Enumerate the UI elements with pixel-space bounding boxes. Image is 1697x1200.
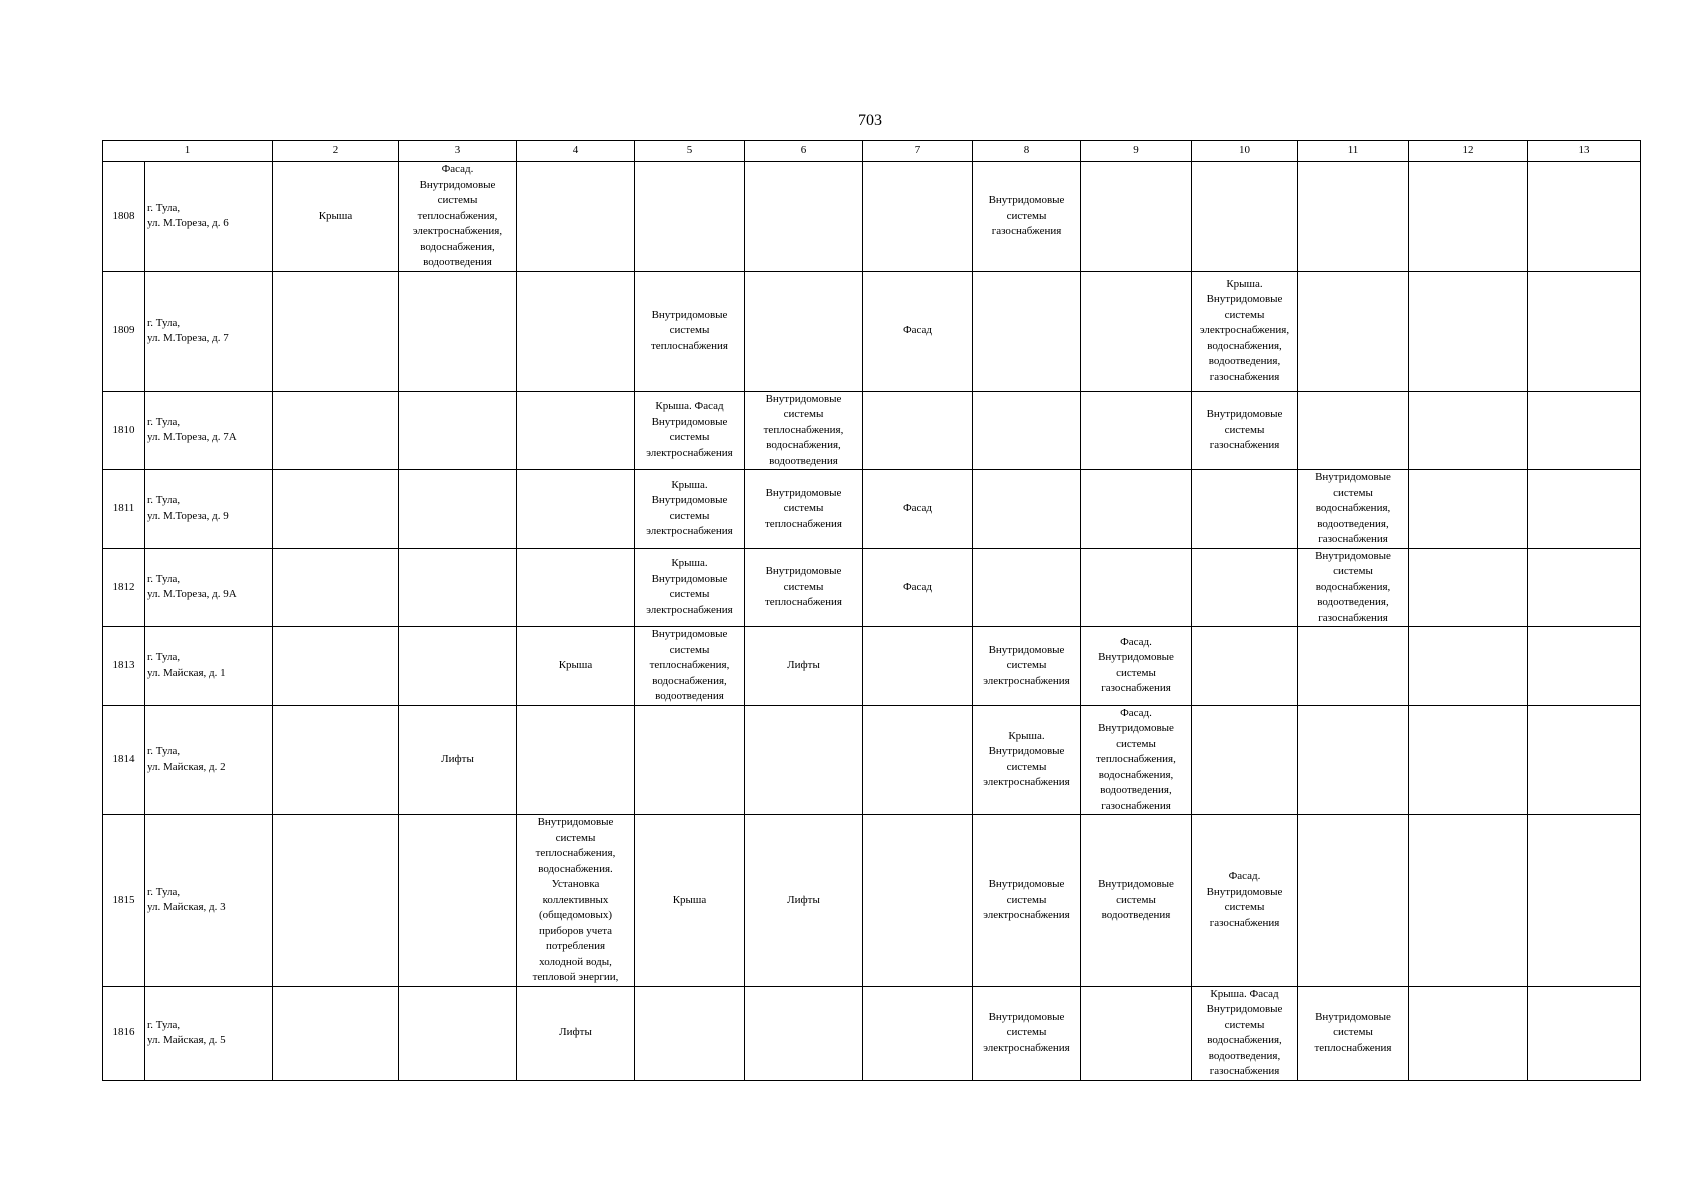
work-type-line: водоотведения, [1208,1049,1281,1062]
work-type-line: газоснабжения [1209,370,1280,383]
work-type-line: Внутридомовые [651,415,728,428]
work-type-cell [399,162,517,272]
work-type-line: Внутридомовые [988,878,1065,890]
work-type-cell [635,815,745,987]
work-type-cell [1192,705,1298,815]
work-type-line: Внутридомовые [765,486,842,499]
work-type-cell [1081,986,1192,1080]
work-type-cell [1192,470,1298,549]
work-type-cell [973,391,1081,470]
work-type-line: системы [1116,737,1156,750]
work-type-cell [745,705,863,815]
work-type-line: водоотведения [423,256,492,268]
work-type-cell [973,986,1081,1080]
work-type-line: водоотведения [769,454,838,467]
work-type-cell [1298,986,1409,1080]
work-type-cell [1409,548,1528,627]
work-type-cell [745,470,863,549]
work-type-line: системы [669,509,710,522]
work-type-line: Внутридомовые [765,565,842,577]
work-type-cell [1528,391,1641,470]
work-type-line: приборов учета [538,924,613,937]
column-header: 12 [1409,141,1528,162]
work-type-cell [1409,986,1528,1080]
address-line: г. Тула, [147,1018,181,1031]
row-number: 1808 [103,162,145,272]
work-type-line: водоснабжения, [766,439,841,451]
address-line: ул. М.Тореза, д. 9А [147,588,237,601]
column-header: 9 [1081,141,1192,162]
work-type-line: водоснабжения, [1098,768,1174,781]
work-type-line: системы [669,431,710,444]
work-type-cell [1409,391,1528,470]
work-type-line: теплоснабжения [765,596,842,608]
work-type-cell [1298,815,1409,987]
work-type-cell [1298,627,1409,706]
work-type-cell [1081,705,1192,815]
work-type-cell [1528,815,1641,987]
work-type-cell [1528,271,1641,391]
work-type-cell [399,271,517,391]
work-type-cell [1298,162,1409,272]
work-type-line: водоснабжения, [1315,580,1391,593]
column-header: 11 [1298,141,1409,162]
work-type-line: водоснабжения, [420,240,495,253]
work-type-line: системы [1116,666,1156,679]
work-type-line: системы [669,324,710,337]
work-type-line: Фасад. [1120,635,1152,648]
work-type-cell [1409,470,1528,549]
work-type-cell [517,162,635,272]
work-type-line: Крыша [672,893,707,906]
work-type-line: водоотведения [655,690,724,702]
work-type-cell [745,986,863,1080]
table-row [103,705,1641,815]
work-type-cell [273,548,399,627]
work-type-line: водоотведения, [1208,355,1281,368]
work-type-line: электроснабжения [983,674,1070,687]
work-type-cell [517,548,635,627]
work-type-cell [635,627,745,706]
work-type-line: Установка [551,878,600,890]
address-line: ул. М.Тореза, д. 7 [147,332,229,344]
column-header: 1 [103,141,273,162]
work-type-cell [863,271,973,391]
work-type-line: электроснабжения, [412,225,503,237]
address-cell [145,470,273,549]
work-type-line: холодной воды, [539,955,612,968]
work-type-cell [863,470,973,549]
address-line: ул. Майская, д. 2 [147,760,226,773]
row-number: 1811 [103,470,145,549]
work-type-line: электроснабжения, [1199,324,1290,337]
address-cell [145,627,273,706]
work-type-cell [1298,705,1409,815]
work-type-cell [863,627,973,706]
work-type-line: теплоснабжения, [1096,753,1176,765]
work-type-cell [973,627,1081,706]
work-type-cell [863,815,973,987]
address-cell [145,815,273,987]
work-type-line: системы [1006,893,1047,906]
work-type-line: коллективных [542,893,609,906]
work-type-line: системы [1006,659,1047,671]
work-type-line: электроснабжения [983,776,1070,789]
work-type-line: системы [1006,760,1047,773]
work-type-cell [1192,815,1298,987]
row-number: 1812 [103,548,145,627]
column-header: 6 [745,141,863,162]
work-type-cell [1298,470,1409,549]
work-type-cell [745,162,863,272]
work-type-cell [273,391,399,470]
work-type-line: Внутридомовые [1098,878,1174,890]
work-type-cell [635,162,745,272]
column-header: 8 [973,141,1081,162]
work-type-line: электроснабжения [646,525,733,538]
work-type-line: системы [783,580,824,593]
work-type-line: Лифты [787,659,820,671]
work-type-cell [863,391,973,470]
work-type-line: Лифты [787,893,820,906]
work-type-line: системы [1224,901,1265,914]
work-type-cell [745,815,863,987]
work-type-cell [1298,548,1409,627]
work-type-cell [517,627,635,706]
work-type-cell [273,815,399,987]
column-header: 4 [517,141,635,162]
work-type-line: системы [1116,893,1156,906]
work-type-line: Крыша. [1226,277,1263,290]
work-type-cell [1192,162,1298,272]
work-type-cell [863,986,973,1080]
work-type-cell [1528,548,1641,627]
work-type-line: Фасад. [1228,870,1261,883]
row-number: 1815 [103,815,145,987]
work-type-line: теплоснабжения, [763,423,844,436]
work-type-line: газоснабжения [991,225,1062,237]
work-type-cell [399,470,517,549]
work-type-line: Внутридомовые [537,816,614,828]
address-cell [145,548,273,627]
work-type-line: Внутридомовые [1206,885,1283,898]
table-row [103,162,1641,272]
work-type-line: Крыша. [1008,729,1045,742]
table-row [103,548,1641,627]
row-number: 1810 [103,391,145,470]
work-type-line: газоснабжения [1209,439,1280,451]
work-type-line: (общедомовых) [538,909,613,921]
work-type-cell [1192,627,1298,706]
work-type-cell [1081,162,1192,272]
work-type-cell [973,162,1081,272]
work-type-cell [635,986,745,1080]
address-line: ул. М.Тореза, д. 6 [147,217,229,230]
row-number: 1809 [103,271,145,391]
work-type-cell [1528,705,1641,815]
work-type-line: Фасад [902,502,933,514]
table-row [103,391,1641,470]
address-line: г. Тула, [147,745,181,758]
work-type-cell [973,548,1081,627]
column-header: 7 [863,141,973,162]
work-type-line: системы [783,502,824,514]
work-type-cell [1409,627,1528,706]
work-type-line: системы [1006,209,1047,222]
repair-schedule-table [102,140,1641,1081]
work-type-line: Лифты [559,1026,592,1039]
work-type-cell [635,705,745,815]
work-type-line: теплоснабжения [1314,1041,1392,1054]
work-type-line: теплоснабжения [651,339,728,352]
work-type-cell [399,986,517,1080]
column-header: 3 [399,141,517,162]
address-line: г. Тула, [147,316,181,329]
work-type-line: теплоснабжения [765,517,842,530]
work-type-cell [1081,271,1192,391]
work-type-cell [399,548,517,627]
work-type-cell [517,815,635,987]
address-line: г. Тула, [147,494,181,507]
row-number: 1814 [103,705,145,815]
work-type-line: Крыша. [671,557,708,570]
work-type-cell [1192,271,1298,391]
work-type-line: Внутридомовые [1315,1010,1391,1023]
work-type-line: системы [783,408,824,420]
work-type-line: Внутридомовые [1315,549,1391,562]
column-header: 5 [635,141,745,162]
work-type-line: водоотведения, [1100,784,1172,796]
row-number: 1816 [103,986,145,1080]
work-type-line: Внутридомовые [988,643,1065,656]
table-row [103,271,1641,391]
work-type-line: теплоснабжения, [417,209,498,222]
work-type-line: Крыша [318,209,353,222]
work-type-line: Крыша [558,659,593,671]
work-type-cell [635,271,745,391]
work-type-cell [517,986,635,1080]
work-type-line: Крыша. Фасад [655,400,724,413]
work-type-cell [517,470,635,549]
work-type-line: водоснабжения, [1207,339,1282,352]
work-type-cell [1409,271,1528,391]
work-type-line: электроснабжения [646,603,733,616]
work-type-cell [973,470,1081,549]
row-number: 1813 [103,627,145,706]
work-type-line: системы [1333,1026,1373,1039]
work-type-line: электроснабжения [983,909,1070,921]
work-type-cell [273,705,399,815]
work-type-cell [863,548,973,627]
work-type-line: водоотведения, [1317,596,1389,608]
work-type-line: системы [1224,308,1265,321]
work-type-cell [745,627,863,706]
address-line: ул. Майская, д. 3 [147,901,226,914]
work-type-line: системы [1333,565,1373,577]
work-type-cell [1528,162,1641,272]
column-number-row [103,141,1641,162]
address-line: г. Тула, [147,201,181,214]
work-type-line: водоотведения [1101,909,1171,921]
work-type-line: теплоснабжения, [649,659,730,671]
work-type-line: электроснабжения [983,1041,1070,1054]
work-type-line: системы [437,194,478,206]
work-type-cell [1528,470,1641,549]
address-line: ул. М.Тореза, д. 7А [147,431,237,444]
column-header: 10 [1192,141,1298,162]
work-type-cell [517,705,635,815]
work-type-line: системы [669,588,710,601]
work-type-line: Фасад [902,580,933,593]
work-type-line: Внутридомовые [419,178,496,191]
work-type-line: электроснабжения [646,446,733,459]
address-line: г. Тула, [147,572,181,585]
work-type-line: Внутридомовые [651,494,728,507]
address-line: ул. М.Тореза, д. 9 [147,509,229,522]
work-type-cell [635,391,745,470]
work-type-cell [745,391,863,470]
work-type-line: системы [1224,423,1265,436]
work-type-line: Внутридомовые [1206,1003,1283,1015]
page-number: 703 [858,112,882,129]
work-type-line: Внутридомовые [1098,722,1174,734]
work-type-line: тепловой энергии, [532,971,619,983]
work-type-line: газоснабжения [1318,611,1388,624]
work-type-cell [273,986,399,1080]
address-line: г. Тула, [147,885,181,898]
address-cell [145,986,273,1080]
work-type-line: системы [669,643,710,656]
work-type-cell [517,391,635,470]
work-type-line: газоснабжения [1318,533,1388,545]
work-type-line: водоснабжения, [1207,1034,1282,1046]
work-type-line: Внутридомовые [988,1010,1065,1023]
work-type-line: Внутридомовые [651,308,728,321]
address-line: ул. Майская, д. 5 [147,1034,226,1046]
work-type-line: газоснабжения [1101,799,1171,812]
work-type-cell [1192,548,1298,627]
work-type-line: Фасад [902,324,933,337]
work-type-line: Фасад. [441,163,474,175]
work-type-line: системы [1333,486,1373,499]
work-type-cell [399,705,517,815]
work-type-cell [273,162,399,272]
work-type-cell [273,470,399,549]
work-type-line: газоснабжения [1209,916,1280,929]
work-type-line: Внутридомовые [1315,471,1391,483]
work-type-cell [1081,627,1192,706]
column-header: 13 [1528,141,1641,162]
address-line: ул. Майская, д. 1 [147,666,226,679]
work-type-cell [1081,815,1192,987]
work-type-line: Внутридомовые [765,392,842,405]
work-type-line: водоотведения, [1317,517,1389,530]
work-type-cell [1528,986,1641,1080]
address-line: г. Тула, [147,651,181,664]
work-type-line: потребления [545,940,606,952]
work-type-cell [1081,391,1192,470]
work-type-cell [745,548,863,627]
table-row [103,986,1641,1080]
work-type-line: Внутридомовые [1206,408,1283,420]
work-type-line: Фасад. [1120,706,1152,719]
work-type-cell [273,627,399,706]
work-type-cell [1081,548,1192,627]
work-type-line: Внутридомовые [651,628,728,640]
work-type-cell [973,705,1081,815]
work-type-line: Внутридомовые [988,745,1065,758]
work-type-line: системы [555,831,596,844]
work-type-cell [1409,162,1528,272]
work-type-line: Крыша. Фасад [1210,987,1279,1000]
work-type-line: системы [1224,1018,1265,1031]
work-type-cell [635,470,745,549]
work-type-cell [1298,391,1409,470]
work-type-cell [1192,986,1298,1080]
work-type-cell [863,162,973,272]
work-type-line: Лифты [441,753,474,765]
table-row [103,627,1641,706]
work-type-line: системы [1006,1026,1047,1039]
work-type-cell [1192,391,1298,470]
address-cell [145,271,273,391]
column-header: 2 [273,141,399,162]
work-type-line: газоснабжения [1101,682,1171,695]
work-type-line: Внутридомовые [988,194,1065,206]
work-type-cell [1528,627,1641,706]
work-type-cell [635,548,745,627]
work-type-line: Крыша. [671,478,708,491]
table-row [103,815,1641,987]
work-type-line: водоснабжения, [1315,502,1391,514]
work-type-cell [863,705,973,815]
work-type-cell [1409,815,1528,987]
work-type-line: водоснабжения, [652,674,727,687]
work-type-line: Внутридомовые [1098,651,1174,664]
work-type-line: теплоснабжения, [535,847,616,859]
work-type-cell [973,271,1081,391]
work-type-cell [399,627,517,706]
work-type-cell [1298,271,1409,391]
table-row [103,470,1641,549]
work-type-line: водоснабжения. [538,862,613,875]
work-type-cell [973,815,1081,987]
work-type-line: газоснабжения [1209,1065,1280,1077]
work-type-cell [273,271,399,391]
work-type-cell [1081,470,1192,549]
address-cell [145,705,273,815]
work-type-cell [517,271,635,391]
work-type-line: Внутридомовые [1206,293,1283,306]
address-cell [145,391,273,470]
address-cell [145,162,273,272]
work-type-cell [1409,705,1528,815]
address-line: г. Тула, [147,415,181,428]
work-type-cell [399,391,517,470]
work-type-cell [745,271,863,391]
work-type-line: Внутридомовые [651,572,728,585]
work-type-cell [399,815,517,987]
